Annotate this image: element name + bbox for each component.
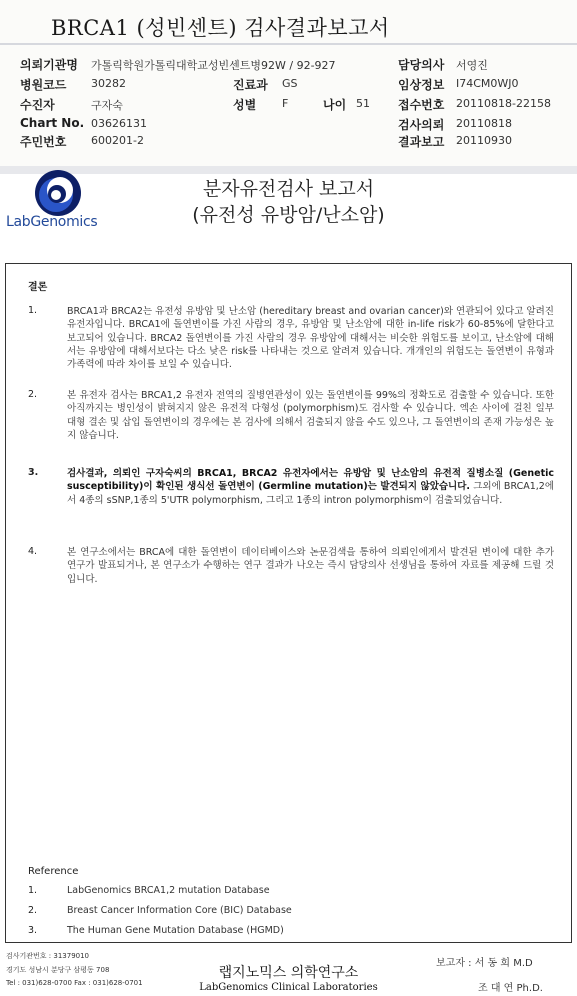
report-subtitle: (유전성 유방암/난소암)	[192, 204, 385, 226]
item-number: 1.	[28, 305, 38, 316]
logo-text: LabGenomics	[6, 214, 98, 230]
report-date-label: 결과보고	[398, 135, 445, 149]
clinical-value: I74CM0WJ0	[456, 77, 519, 90]
reference-item: LabGenomics BRCA1,2 mutation Database	[67, 885, 270, 896]
result-details: 그외에 BRCA1,2에서 4종의 sSNP,1종의 5'UTR polymorphism, 그리고 1종의 intron polymorphism이 검출되었습니다.	[67, 481, 554, 506]
reference-heading: Reference	[28, 866, 79, 877]
hospital-code-value: 30282	[91, 77, 126, 90]
patient-label: 수진자	[20, 98, 55, 112]
dept-label: 진료과	[233, 78, 268, 92]
item-number: 2.	[28, 389, 38, 400]
receipt-value: 20110818-22158	[456, 97, 551, 110]
age-value: 51	[356, 97, 370, 110]
institution-label: 의뢰기관명	[20, 58, 78, 72]
item-number: 3.	[28, 467, 39, 478]
patient-value: 구자숙	[91, 99, 123, 112]
chart-no-value: 03626131	[91, 117, 147, 130]
reference-item: The Human Gene Mutation Database (HGMD)	[67, 925, 284, 936]
conclusion-paragraph-3	[67, 467, 554, 507]
hospital-code-label: 병원코드	[20, 78, 67, 92]
item-number: 4.	[28, 546, 38, 557]
doctor-label: 담당의사	[398, 58, 445, 72]
sex-label: 성별	[233, 98, 257, 112]
dept-value: GS	[282, 77, 298, 90]
result-statement: 검사결과, 의뢰인 구자숙씨의 BRCA1, BRCA2 유전자에서는 유방암 및 난소암의 유전적 질병소질 (Genetic susceptibility)이 확인된 생식선 돌연변이 (Germline mutation)는 발견되지 않았습니다.	[67, 468, 554, 493]
lab-name-english: LabGenomics Clinical Laboratories	[199, 982, 378, 993]
lab-address: 경기도 성남시 분당구 삼평동 708	[6, 966, 110, 974]
reference-number: 3.	[28, 925, 38, 936]
report-date-value: 20110930	[456, 134, 512, 147]
title-rule	[0, 43, 577, 45]
request-label: 검사의뢰	[398, 118, 445, 132]
conclusion-paragraph-4: 본 연구소에서는 BRCA에 대한 돌연변이 데이터베이스와 논문검색을 통하여 의뢰인에게서 발견된 변이에 대한 추가 연구가 발표되거나, 본 연구소가 수행하는 연구 결과가 나오는 즉시 담당의사 선생님을 통하여 자료를 제공해 드릴 것입니다.	[67, 547, 554, 585]
institution-value: 가톨릭학원가톨릭대학교성빈센트병92W / 92-927	[91, 59, 336, 72]
rrn-label: 주민번호	[20, 135, 67, 149]
request-value: 20110818	[456, 117, 512, 130]
sex-value: F	[282, 97, 289, 110]
conclusion-paragraph-2: 본 유전자 검사는 BRCA1,2 유전자 전역의 질병연관성이 있는 돌연변이를 99%의 정확도로 검출할 수 있습니다. 또한 아직까지는 병인성이 밝혀지지 않은 유전적 다형성 (polymorphism)도 검사할 수 있습니다. 엑손 사이에 걸친 일부 대형 결손 및 삽입 돌연변이의 경우에는 본 검사에 의해서 검출되지 않을 수도 있으나, 그 돌연변이의 존재 가능성은 높지 않습니다.	[67, 390, 554, 441]
chart-no-label: Chart No.	[20, 116, 85, 130]
reporter-1: 보고자 : 서 동 희 M.D	[436, 958, 533, 969]
age-label: 나이	[323, 98, 347, 112]
report-header	[0, 0, 577, 166]
rrn-value: 600201-2	[91, 134, 144, 147]
page-title: BRCA1 (성빈센트) 검사결과보고서	[51, 16, 390, 40]
report-title: 분자유전검사 보고서	[202, 178, 375, 200]
lab-name-korean: 랩지노믹스 의학연구소	[218, 965, 359, 981]
reference-number: 1.	[28, 885, 38, 896]
reference-number: 2.	[28, 905, 38, 916]
receipt-label: 접수번호	[398, 98, 445, 112]
conclusion-heading: 결론	[28, 282, 48, 293]
license-number: 검사기관번호 : 31379010	[6, 952, 90, 960]
reporter-2: 조 대 연 Ph.D.	[478, 983, 543, 994]
conclusion-paragraph-1: BRCA1과 BRCA2는 유전성 유방암 및 난소암 (hereditary breast and ovarian cancer)와 연관되어 있다고 알려진 유전자입니다. BRCA1에 돌연변이를 가진 사람의 경우, 유방암 및 난소암에 대한 in-life risk가 60-85%에 달한다고 보고되어 있습니다. BRCA2 돌연변이를 가진 사람의 경우 유방암에 대해서는 비슷한 위험도를 보이고, 난소암에 대해서는 유방암에 대해서보다는 다소 낮은 risk를 나타내는 것으로 알려져 있습니다. 개개인의 위험도는 돌연변이 유형과 가족력에 따라 차이를 보일 수 있습니다.	[67, 306, 554, 371]
lab-phone: Tel : 031)628-0700 Fax : 031)628-0701	[6, 979, 143, 987]
clinical-label: 임상정보	[398, 78, 445, 92]
reference-item: Breast Cancer Information Core (BIC) Database	[67, 905, 292, 916]
doctor-value: 서영진	[456, 59, 488, 72]
